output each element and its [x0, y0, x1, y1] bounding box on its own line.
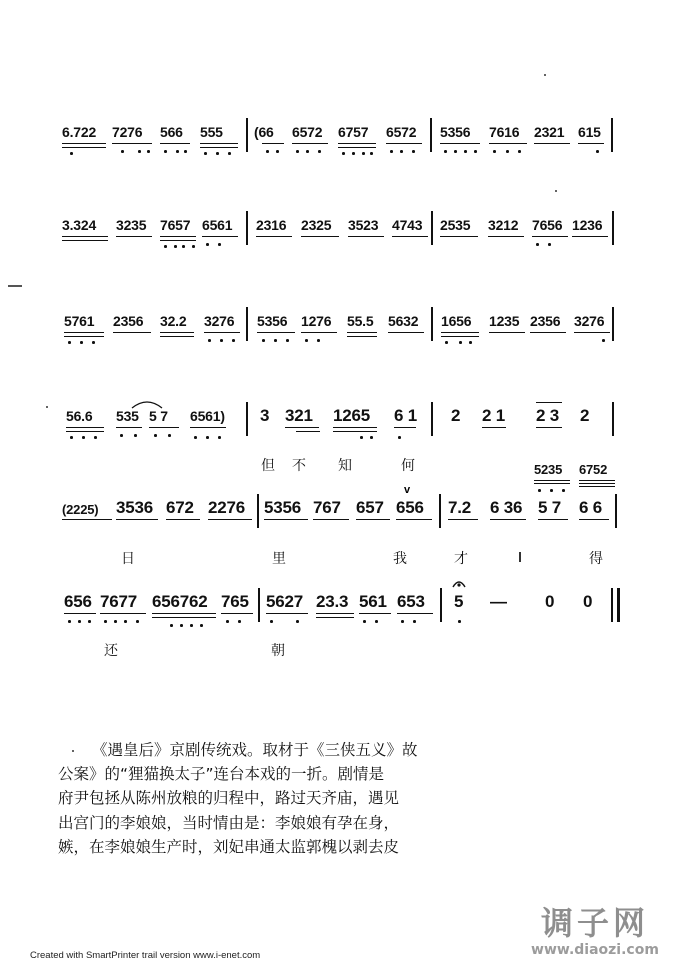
- lyric: 知: [338, 458, 352, 474]
- underline: [397, 613, 433, 614]
- underline: [221, 613, 253, 614]
- lyric: 我: [393, 551, 407, 567]
- underline: [579, 519, 609, 520]
- octave-dot: [518, 150, 521, 153]
- octave-dot: [190, 624, 193, 627]
- octave-dot: [538, 489, 541, 492]
- note-group: 3.324: [62, 217, 97, 233]
- note-group: 321: [285, 406, 313, 425]
- lyric: 得: [589, 551, 603, 567]
- underline: [313, 519, 349, 520]
- octave-dot: [80, 341, 83, 344]
- note-group: 5632: [388, 313, 419, 329]
- barline: [431, 211, 433, 245]
- underline: [62, 240, 108, 241]
- note-group: (66: [254, 124, 274, 140]
- octave-dot: [266, 150, 269, 153]
- note-group: 767: [313, 498, 341, 517]
- note-group: 6757: [338, 124, 369, 140]
- octave-dot: [114, 620, 117, 623]
- note-group: 3536: [116, 498, 154, 517]
- note-group: (2225): [62, 502, 99, 517]
- octave-dot: [78, 620, 81, 623]
- underline: [166, 519, 200, 520]
- octave-dot: [474, 150, 477, 153]
- lyric: 才: [454, 551, 468, 567]
- octave-dot: [200, 624, 203, 627]
- note-group: 2: [580, 406, 590, 425]
- octave-dot: [493, 150, 496, 153]
- note-group: 23.3: [316, 592, 349, 611]
- underline: [202, 236, 238, 237]
- speck: [46, 406, 48, 408]
- octave-dot: [398, 436, 401, 439]
- barline: [246, 307, 248, 341]
- underline: [100, 613, 146, 614]
- octave-dot: [458, 620, 461, 623]
- octave-dot: [445, 341, 448, 344]
- octave-dot: [206, 436, 209, 439]
- octave-dot: [68, 620, 71, 623]
- octave-dot: [459, 341, 462, 344]
- underline: [347, 332, 377, 333]
- tie: [130, 398, 164, 410]
- note-group: 2356: [530, 313, 561, 329]
- octave-dot: [469, 341, 472, 344]
- underline: [359, 613, 391, 614]
- note-group: 5: [454, 592, 464, 611]
- note-group: 2535: [440, 217, 471, 233]
- note-group: 3212: [488, 217, 519, 233]
- octave-dot: [444, 150, 447, 153]
- note-group: 3235: [116, 217, 147, 233]
- note-group: 615: [578, 124, 601, 140]
- octave-dot: [454, 150, 457, 153]
- underline: [482, 427, 506, 428]
- underline: [160, 143, 190, 144]
- octave-dot: [184, 150, 187, 153]
- underline: [488, 236, 524, 237]
- underline: [257, 332, 295, 333]
- note-group: 7276: [112, 124, 143, 140]
- underline: [490, 519, 526, 520]
- underline: [160, 236, 196, 237]
- underline: [204, 332, 240, 333]
- underline: [62, 519, 112, 520]
- octave-dot: [370, 436, 373, 439]
- underline: [489, 332, 525, 333]
- octave-dot: [550, 489, 553, 492]
- note-group: 653: [397, 592, 425, 611]
- underline: [112, 143, 152, 144]
- underline: [333, 427, 377, 428]
- octave-dot: [104, 620, 107, 623]
- underline: [441, 336, 479, 337]
- note-group: 6 1: [394, 406, 418, 425]
- note-group: 2356: [113, 313, 144, 329]
- note-group: 4743: [392, 217, 423, 233]
- note-group: 6752: [579, 462, 608, 477]
- note-group: 7657: [160, 217, 191, 233]
- octave-dot: [464, 150, 467, 153]
- prose-line: 出宫门的李娘娘，当时情由是：李娘娘有孕在身，: [58, 813, 400, 832]
- underline: [301, 236, 339, 237]
- underline: [256, 236, 292, 237]
- lyric: 但: [261, 458, 275, 474]
- underline: [296, 431, 320, 432]
- printer-footer: Created with SmartPrinter trail version www.i-enet.com: [30, 950, 261, 961]
- octave-dot: [192, 245, 195, 248]
- note-group: 1235: [489, 313, 520, 329]
- octave-dot: [134, 434, 137, 437]
- octave-dot: [262, 339, 265, 342]
- underline: [64, 332, 104, 333]
- note-group: 7677: [100, 592, 138, 611]
- lyric: 日: [121, 551, 135, 567]
- note-group: 5761: [64, 313, 95, 329]
- note-group: 55.5: [347, 313, 374, 329]
- underline: [534, 483, 570, 484]
- barline: [431, 307, 433, 341]
- underline: [534, 143, 570, 144]
- underline: [116, 519, 158, 520]
- underline: [574, 332, 610, 333]
- note-group: 2: [451, 406, 461, 425]
- octave-dot: [412, 150, 415, 153]
- octave-dot: [138, 150, 141, 153]
- underline: [579, 486, 615, 487]
- octave-dot: [276, 150, 279, 153]
- note-group: 1236: [572, 217, 603, 233]
- prose-line: 公案》的“狸猫换太子”连台本戏的一折。剧情是: [58, 765, 385, 784]
- underline: [292, 143, 328, 144]
- underline: [116, 236, 152, 237]
- underline: [285, 427, 319, 428]
- octave-dot: [360, 436, 363, 439]
- description-text: [58, 738, 528, 859]
- site-logo: [520, 898, 670, 958]
- barline: [257, 494, 259, 528]
- underline: [64, 336, 104, 337]
- note-group: 7616: [489, 124, 520, 140]
- lyric: 朝: [271, 643, 285, 659]
- underline: [264, 519, 308, 520]
- note-group: 2316: [256, 217, 287, 233]
- note-group: 5235: [534, 462, 563, 477]
- note-group: 535: [116, 408, 139, 424]
- note-group: 1276: [301, 313, 332, 329]
- octave-dot: [220, 339, 223, 342]
- octave-dot: [218, 243, 221, 246]
- barline: [430, 118, 432, 152]
- underline: [440, 143, 480, 144]
- octave-dot: [274, 339, 277, 342]
- octave-dot: [164, 150, 167, 153]
- octave-dot: [204, 152, 207, 155]
- note-group: 3276: [204, 313, 235, 329]
- octave-dot: [342, 152, 345, 155]
- octave-dot: [536, 243, 539, 246]
- breath-mark: v: [404, 484, 411, 496]
- note-group: 2 1: [482, 406, 506, 425]
- octave-dot: [548, 243, 551, 246]
- note-group: 3276: [574, 313, 605, 329]
- octave-dot: [362, 152, 365, 155]
- underline: [448, 519, 478, 520]
- lyric: 不: [292, 458, 306, 474]
- barline: [615, 494, 617, 528]
- note-group: 672: [166, 498, 194, 517]
- barline: [439, 494, 441, 528]
- octave-dot: [136, 620, 139, 623]
- underline: [62, 143, 106, 144]
- note-group: 656762: [152, 592, 208, 611]
- underline: [578, 143, 604, 144]
- octave-dot: [226, 620, 229, 623]
- underline: [149, 427, 179, 428]
- prose-line: 府尹包拯从陈州放粮的归程中，路过天齐庙，遇见: [58, 789, 400, 808]
- octave-dot: [68, 341, 71, 344]
- underline: [116, 427, 142, 428]
- octave-dot: [562, 489, 565, 492]
- underline: [160, 332, 194, 333]
- note-group: 56.6: [66, 408, 93, 424]
- barline: [246, 402, 248, 436]
- octave-dot: [506, 150, 509, 153]
- speck: [555, 190, 557, 192]
- underline: [200, 143, 238, 144]
- underline: [160, 336, 194, 337]
- note-group: 7.2: [448, 498, 472, 517]
- site-logo-url: www.diaozi.com: [531, 942, 659, 958]
- lyric: 里: [272, 551, 286, 567]
- underline: [338, 143, 376, 144]
- octave-dot: [174, 245, 177, 248]
- octave-dot: [390, 150, 393, 153]
- octave-dot: [147, 150, 150, 153]
- note-group: 3: [260, 406, 270, 425]
- octave-dot: [218, 436, 221, 439]
- barline: [258, 588, 260, 622]
- underline: [301, 332, 337, 333]
- underline: [266, 613, 308, 614]
- note-group: 566: [160, 124, 183, 140]
- underline: [64, 613, 96, 614]
- barline: [431, 402, 433, 436]
- barline: [612, 211, 614, 245]
- barline: [246, 118, 248, 152]
- speck: [544, 74, 546, 76]
- underline: [392, 236, 428, 237]
- underline: [579, 480, 615, 481]
- underline: [440, 236, 478, 237]
- fermata-icon: [451, 577, 467, 589]
- note-group: 656: [64, 592, 92, 611]
- underline: [66, 431, 104, 432]
- note-group: 32.2: [160, 313, 187, 329]
- note-group: 2325: [301, 217, 332, 233]
- octave-dot: [216, 152, 219, 155]
- octave-dot: [120, 434, 123, 437]
- octave-dot: [296, 620, 299, 623]
- octave-dot: [170, 624, 173, 627]
- underline: [530, 332, 566, 333]
- note-group: 6 36: [490, 498, 523, 517]
- octave-dot: [232, 339, 235, 342]
- note-group: 5356: [440, 124, 471, 140]
- underline: [262, 143, 284, 144]
- underline: [333, 431, 377, 432]
- speck: [519, 552, 521, 562]
- note-group: 2 3: [536, 406, 560, 425]
- octave-dot: [180, 624, 183, 627]
- barline: [440, 588, 442, 622]
- note-group: 6572: [292, 124, 323, 140]
- octave-dot: [92, 341, 95, 344]
- underline: [348, 236, 384, 237]
- underline: [338, 147, 376, 148]
- note-group: —: [490, 592, 507, 611]
- underline: [536, 402, 562, 403]
- octave-dot: [270, 620, 273, 623]
- underline: [316, 613, 354, 614]
- octave-dot: [318, 150, 321, 153]
- speck: [72, 750, 74, 752]
- underline: [66, 427, 104, 428]
- speck: [8, 285, 22, 287]
- note-group: 5356: [264, 498, 302, 517]
- note-group: 656: [396, 498, 424, 517]
- octave-dot: [413, 620, 416, 623]
- octave-dot: [82, 436, 85, 439]
- underline: [347, 336, 377, 337]
- octave-dot: [88, 620, 91, 623]
- underline: [532, 236, 568, 237]
- underline: [538, 519, 568, 520]
- note-group: 3523: [348, 217, 379, 233]
- octave-dot: [70, 436, 73, 439]
- note-group: 5 7: [538, 498, 562, 517]
- note-group: 5356: [257, 313, 288, 329]
- underline: [200, 147, 238, 148]
- octave-dot: [168, 434, 171, 437]
- barline: [612, 307, 614, 341]
- octave-dot: [154, 434, 157, 437]
- site-logo-name: 调子网: [540, 904, 649, 942]
- octave-dot: [194, 436, 197, 439]
- underline: [534, 480, 570, 481]
- octave-dot: [228, 152, 231, 155]
- octave-dot: [206, 243, 209, 246]
- octave-dot: [401, 620, 404, 623]
- prose-line: 《遇皇后》京剧传统戏。取材于《三侠五义》故: [92, 741, 418, 759]
- underline: [160, 240, 196, 241]
- underline: [208, 519, 252, 520]
- underline: [152, 613, 216, 614]
- underline: [572, 236, 608, 237]
- note-group: 2276: [208, 498, 246, 517]
- octave-dot: [121, 150, 124, 153]
- underline: [441, 332, 479, 333]
- barline: [612, 402, 614, 436]
- note-group: 561: [359, 592, 387, 611]
- octave-dot: [124, 620, 127, 623]
- octave-dot: [596, 150, 599, 153]
- note-group: 5 7: [149, 408, 168, 424]
- underline: [152, 617, 216, 618]
- underline: [356, 519, 390, 520]
- note-group: 657: [356, 498, 384, 517]
- note-group: 6.722: [62, 124, 97, 140]
- octave-dot: [363, 620, 366, 623]
- octave-dot: [400, 150, 403, 153]
- note-group: 0: [545, 592, 555, 611]
- underline: [62, 236, 108, 237]
- octave-dot: [305, 339, 308, 342]
- underline: [394, 427, 416, 428]
- underline: [316, 617, 354, 618]
- note-group: 6561): [190, 408, 225, 424]
- octave-dot: [370, 152, 373, 155]
- prose-line: 嫉，在李娘娘生产时，刘妃串通太监郭槐以剥去皮: [58, 837, 400, 856]
- octave-dot: [602, 339, 605, 342]
- final-barline-thin: [611, 588, 613, 622]
- note-group: 6561: [202, 217, 233, 233]
- octave-dot: [182, 245, 185, 248]
- underline: [396, 519, 432, 520]
- octave-dot: [306, 150, 309, 153]
- barline: [246, 211, 248, 245]
- octave-dot: [238, 620, 241, 623]
- note-group: 5627: [266, 592, 304, 611]
- octave-dot: [94, 436, 97, 439]
- note-group: 1265: [333, 406, 371, 425]
- note-group: 2321: [534, 124, 565, 140]
- note-group: 555: [200, 124, 223, 140]
- note-group: 6 6: [579, 498, 603, 517]
- barline: [611, 118, 613, 152]
- octave-dot: [286, 339, 289, 342]
- underline: [489, 143, 527, 144]
- octave-dot: [176, 150, 179, 153]
- octave-dot: [317, 339, 320, 342]
- underline: [579, 483, 615, 484]
- underline: [386, 143, 422, 144]
- octave-dot: [70, 152, 73, 155]
- underline: [113, 332, 151, 333]
- octave-dot: [208, 339, 211, 342]
- note-group: 6572: [386, 124, 417, 140]
- underline: [536, 427, 562, 428]
- note-group: 0: [583, 592, 593, 611]
- underline: [388, 332, 424, 333]
- octave-dot: [375, 620, 378, 623]
- underline: [62, 147, 106, 148]
- octave-dot: [164, 245, 167, 248]
- note-group: 765: [221, 592, 249, 611]
- final-barline-thick: [617, 588, 620, 622]
- lyric: 还: [104, 643, 118, 659]
- lyric: 何: [401, 458, 415, 474]
- note-group: 7656: [532, 217, 563, 233]
- underline: [190, 427, 226, 428]
- octave-dot: [352, 152, 355, 155]
- note-group: 1656: [441, 313, 472, 329]
- octave-dot: [296, 150, 299, 153]
